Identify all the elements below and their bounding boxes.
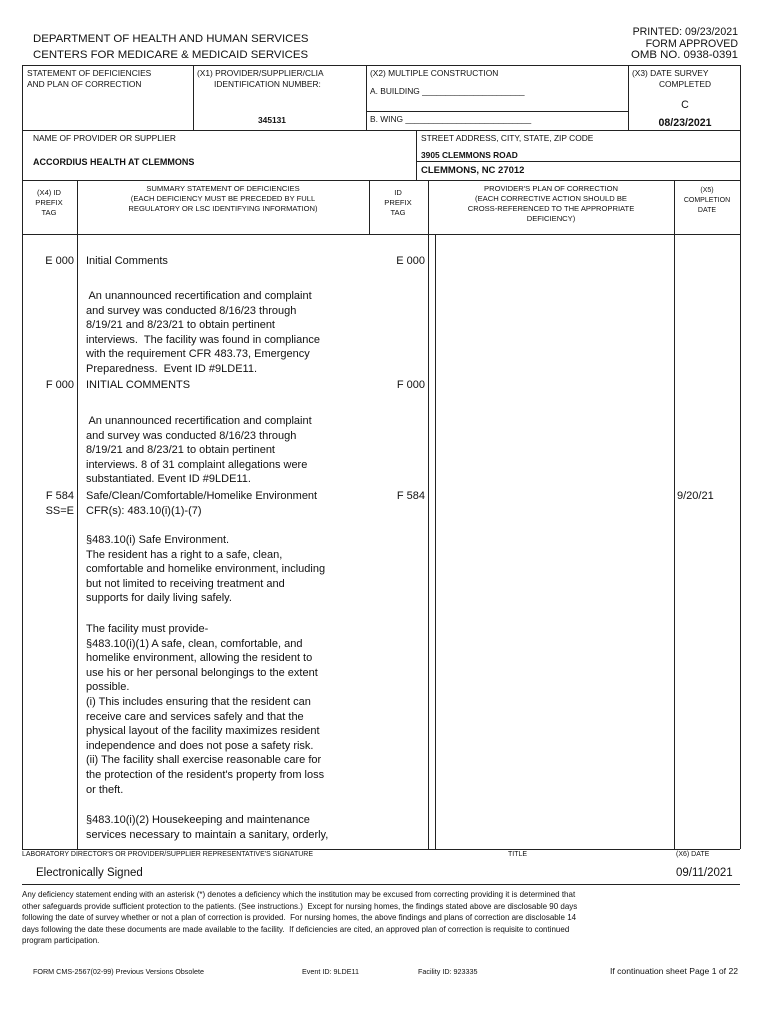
rule	[416, 161, 740, 162]
provider-name: ACCORDIUS HEALTH AT CLEMMONS	[33, 157, 195, 167]
x5-header-line: (X5)	[700, 187, 714, 194]
plan-header-line: DEFICIENCY)	[526, 214, 576, 223]
rule	[369, 180, 370, 234]
rule	[22, 884, 740, 885]
plan-header-line: (EACH CORRECTIVE ACTION SHOULD BE	[475, 194, 627, 203]
x3-label: (X3) DATE SURVEY	[632, 68, 709, 78]
statement-label: STATEMENT OF DEFICIENCIES	[27, 68, 152, 78]
title-label: TITLE	[508, 851, 528, 858]
border-left	[22, 65, 23, 849]
summary-header-line: REGULATORY OR LSC IDENTIFYING INFORMATION)	[128, 204, 318, 213]
form-number: FORM CMS-2567(02-99) Previous Versions Obsolete	[33, 967, 204, 976]
f584-paragraph: §483.10(i)(2) Housekeeping and maintenance services necessary to maintain a sanitary, orderly,	[86, 814, 329, 841]
address-city: CLEMMONS, NC 27012	[421, 165, 525, 176]
rule	[416, 130, 417, 180]
facility-id: Facility ID: 923335	[418, 967, 478, 976]
x5-header	[674, 186, 740, 216]
f584-completion-date: 9/20/21	[677, 490, 714, 502]
f584-paragraph: The facility must provide- §483.10(i)(1) A safe, clean, comfortable, and homelike environment, allowing the resident to use his or her personal belongings to the extent possible. (i) This includes ensuring that the resident can receive care and services safely and that the physical layout of the facility maximizes resident independence and does not pose a safety risk. (ii) The facility shall exercise reasonable care for the protection of the resident's property from loss or theft.	[86, 623, 325, 796]
printed-date: PRINTED: 09/23/2021	[632, 26, 738, 38]
rule	[22, 234, 740, 235]
f000-tag: F 000	[45, 379, 74, 391]
f000-title: INITIAL COMMENTS	[86, 379, 191, 391]
x5-header-line: DATE	[697, 207, 717, 214]
f000-text: An unannounced recertification and complaint and survey was conducted 8/16/23 through 8/19/21 and 8/23/21 to obtain pertinent interviews. 8 of 31 complaint allegations were substantiated. Event ID #9LDE11.	[86, 415, 312, 486]
border-right	[740, 65, 741, 849]
summary-header-line: SUMMARY STATEMENT OF DEFICIENCIES	[146, 184, 300, 193]
x3-label-2: COMPLETED	[658, 79, 712, 89]
rule	[428, 180, 429, 849]
id-header-line: ID	[394, 188, 402, 197]
rule	[674, 180, 675, 849]
omb-number: OMB NO. 0938-0391	[631, 49, 738, 61]
survey-completed-date: 08/23/2021	[658, 117, 712, 129]
provider-number: 345131	[258, 115, 286, 125]
e000-tag: E 000	[45, 255, 74, 267]
f584-ss: SS=E	[45, 505, 74, 517]
rule	[22, 849, 740, 850]
rule	[193, 65, 194, 130]
rule	[435, 234, 436, 849]
summary-header-line: (EACH DEFICIENCY MUST BE PRECEDED BY FULL	[130, 194, 316, 203]
rule	[22, 180, 740, 181]
x2-wing: B. WING ___________________________	[370, 114, 532, 124]
event-id: Event ID: 9LDE11	[302, 967, 359, 976]
rule	[366, 111, 628, 112]
x1-label: (X1) PROVIDER/SUPPLIER/CLIA	[197, 68, 324, 78]
plan-header-line: PROVIDER'S PLAN OF CORRECTION	[484, 184, 618, 193]
f584-tag: F 584	[45, 490, 74, 502]
form-approved: FORM APPROVED	[645, 38, 738, 50]
x2-building: A. BUILDING ______________________	[370, 86, 525, 96]
disclaimer: Any deficiency statement ending with an asterisk (*) denotes a deficiency which the institution may be excused from correcting providing it is determined that other safeguards provide sufficient protection to the patients. (See instructions.) Except for nursing homes, the findings stated above are disclosable 90 days following the date of survey whether or not a plan of correction is provided. For nursing homes, the above findings and plans of correction are disclosable 14 days following the date these documents are made available to the facility. If deficiencies are cited, an approved plan of correction is requisite to continued program participation.	[22, 890, 578, 946]
signature-date: 09/11/2021	[676, 867, 733, 879]
rule	[628, 65, 629, 130]
provider-name-label: NAME OF PROVIDER OR SUPPLIER	[33, 133, 176, 143]
statement-label-2: AND PLAN OF CORRECTION	[27, 79, 142, 89]
f000-tag-right: F 000	[396, 379, 425, 391]
rule	[22, 130, 740, 131]
signature-value: Electronically Signed	[36, 867, 143, 879]
rule	[77, 180, 78, 849]
f584-tag-right: F 584	[396, 490, 425, 502]
page-number: If continuation sheet Page 1 of 22	[609, 966, 738, 976]
f584-paragraph: §483.10(i) Safe Environment. The resident has a right to a safe, clean, comfortable and homelike environment, including but not limited to receiving treatment and supports for daily living safely.	[86, 534, 326, 605]
id-header-line: TAG	[390, 208, 406, 217]
rule	[22, 65, 740, 66]
signature-label: LABORATORY DIRECTOR'S OR PROVIDER/SUPPLIER REPRESENTATIVE'S SIGNATURE	[22, 851, 314, 858]
id-header	[369, 188, 427, 218]
summary-header	[77, 184, 369, 214]
id-header-line: PREFIX	[384, 198, 412, 207]
x4-header-line: (X4) ID	[36, 188, 62, 197]
x5-header-line: COMPLETION	[683, 197, 731, 204]
x4-header-line: TAG	[41, 208, 57, 217]
date-label: (X6) DATE	[676, 851, 710, 858]
department-name: DEPARTMENT OF HEALTH AND HUMAN SERVICES	[33, 33, 309, 45]
rule	[366, 65, 367, 130]
e000-text: An unannounced recertification and complaint and survey was conducted 8/16/23 through 8/19/21 and 8/23/21 to obtain pertinent interviews. The facility was found in compliance with the requirement CFR 483.73, Emergency Preparedness. Event ID #9LDE11.	[86, 290, 320, 375]
f584-title: Safe/Clean/Comfortable/Homelike Environment	[86, 490, 318, 502]
plan-header	[428, 184, 674, 224]
plan-header-line: CROSS-REFERENCED TO THE APPROPRIATE	[467, 204, 635, 213]
address-label: STREET ADDRESS, CITY, STATE, ZIP CODE	[421, 133, 594, 143]
f584-cfr: CFR(s): 483.10(i)(1)-(7)	[86, 505, 202, 517]
agency-name: CENTERS FOR MEDICARE & MEDICAID SERVICES	[33, 49, 309, 61]
e000-title: Initial Comments	[86, 255, 168, 267]
x2-label: (X2) MULTIPLE CONSTRUCTION	[370, 68, 499, 78]
x4-header-line: PREFIX	[35, 198, 63, 207]
x4-header	[22, 188, 76, 218]
survey-code: C	[681, 99, 689, 111]
address-street: 3905 CLEMMONS ROAD	[421, 150, 518, 160]
x1-label-2: IDENTIFICATION NUMBER:	[214, 79, 321, 89]
e000-tag-right: E 000	[396, 255, 425, 267]
